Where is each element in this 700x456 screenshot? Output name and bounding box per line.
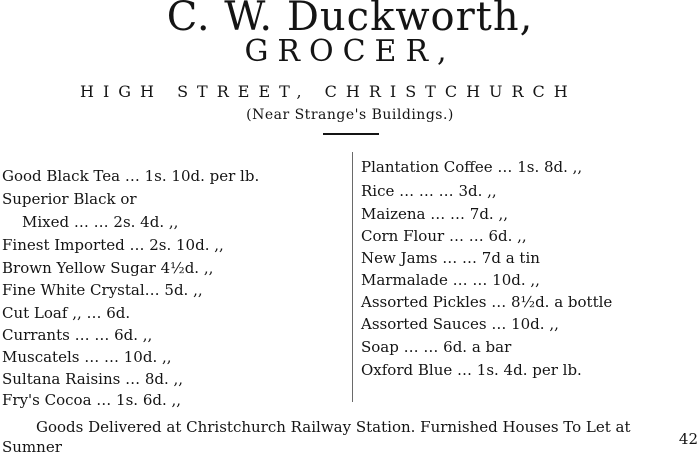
price-item: Fine White Crystal… 5d. ,, xyxy=(2,281,203,299)
price-item: Assorted Sauces … 10d. ,, xyxy=(361,315,559,333)
price-item: Finest Imported … 2s. 10d. ,, xyxy=(2,236,224,254)
price-item: Good Black Tea … 1s. 10d. per lb. xyxy=(2,167,260,185)
trade-heading: GROCER, xyxy=(244,34,456,69)
location-note: (Near Strange's Buildings.) xyxy=(246,107,454,123)
price-item: Rice … … … 3d. ,, xyxy=(361,182,497,200)
shop-address: HIGH STREET, CHRISTCHURCH xyxy=(80,82,577,101)
price-item: Muscatels … … 10d. ,, xyxy=(2,348,172,366)
price-item: Mixed … … 2s. 4d. ,, xyxy=(22,213,179,231)
heading-rule xyxy=(323,133,379,135)
price-item: Maizena … … 7d. ,, xyxy=(361,205,509,223)
price-item: Oxford Blue … 1s. 4d. per lb. xyxy=(361,361,582,379)
price-item: Sultana Raisins … 8d. ,, xyxy=(2,370,184,388)
price-item: Marmalade … … 10d. ,, xyxy=(361,271,540,289)
page-number: 42 xyxy=(678,430,698,448)
footer-notice-continued: Sumner xyxy=(2,438,62,456)
price-item: Plantation Coffee … 1s. 8d. ,, xyxy=(361,158,583,176)
price-item: Currants … … 6d. ,, xyxy=(2,326,153,344)
price-item: Fry's Cocoa … 1s. 6d. ,, xyxy=(2,391,182,409)
shop-name: C. W. Duckworth, xyxy=(166,0,534,40)
price-item: Soap … … 6d. a bar xyxy=(361,338,512,356)
column-divider xyxy=(352,152,353,402)
price-item: Assorted Pickles … 8½d. a bottle xyxy=(361,293,613,311)
price-item: Brown Yellow Sugar 4½d. ,, xyxy=(2,259,214,277)
price-item: Superior Black or xyxy=(2,190,137,208)
price-item: New Jams … … 7d a tin xyxy=(361,249,540,267)
footer-notice: Goods Delivered at Christchurch Railway Station. Furnished Houses To Let at xyxy=(36,418,631,436)
price-item: Cut Loaf ,, … 6d. xyxy=(2,304,131,322)
price-item: Corn Flour … … 6d. ,, xyxy=(361,227,527,245)
